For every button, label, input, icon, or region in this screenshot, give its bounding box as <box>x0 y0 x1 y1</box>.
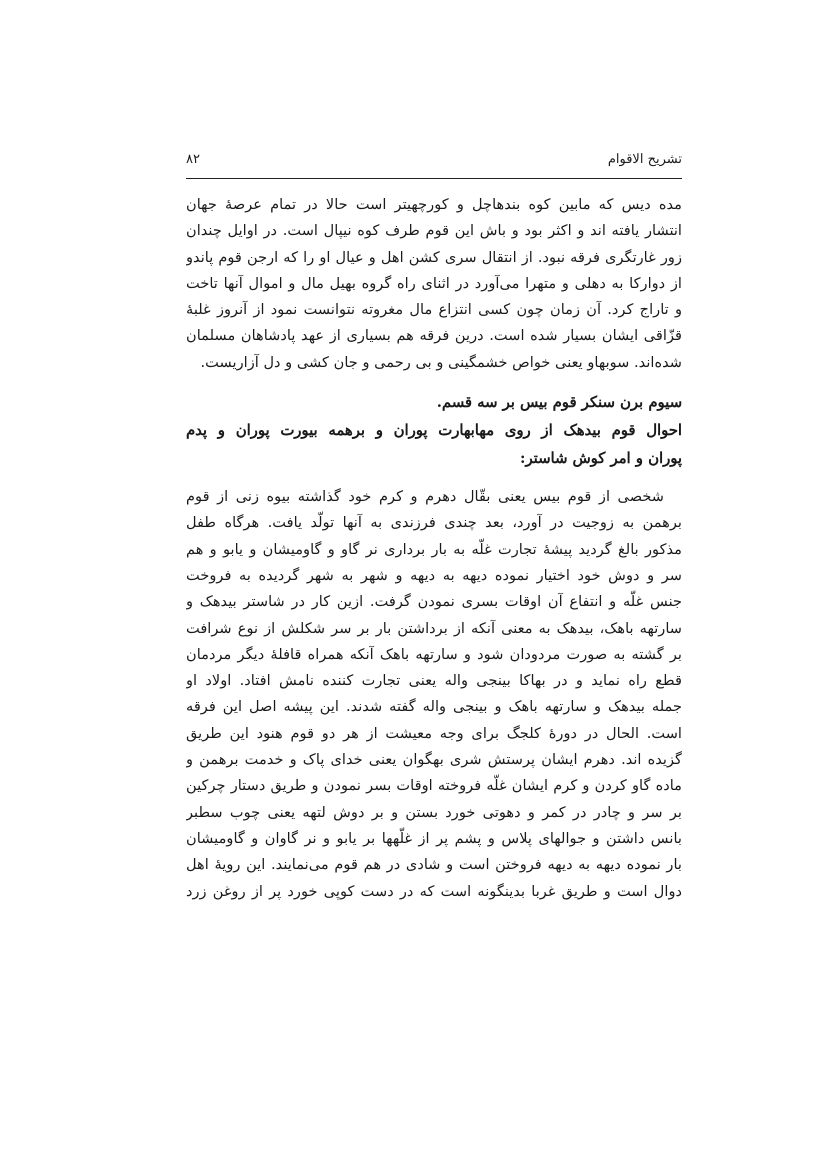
text-line: برهمن به زوجیت در آورد، بعد چندی فرزندی به آنها تولّد یافت. هرگاه طفل <box>186 514 682 532</box>
text-line: گزیده اند. دهرم ایشان پرستش شری بهگوان یعنی خدای پاک و خدمت برهمن و <box>186 751 682 769</box>
text-line: دوال است و طریق غربا بدینگونه است که در دست کوپی خورد پر از روغن زرد <box>186 882 682 900</box>
text-line: سر و دوش خود اختیار نموده دیهه به دیهه و شهر به شهر گردیده به فروخت <box>186 566 682 584</box>
text-line: قطع راه نماید و در بهاکا بینجی واله یعنی تجارت کننده نامش افتاد. اولاد او <box>186 672 682 690</box>
text-line: بر سر و چادر در کمر و دهوتی خورد بستن و بر دوش لتهه یعنی چوب سطبر <box>186 803 682 821</box>
page-number: ۸۲ <box>186 152 200 167</box>
heading-line: سیوم برن سنکر قوم بیس بر سه قسم. <box>436 394 682 412</box>
text-line: شخصی از قوم بیس یعنی بقّال دهرم و کرم خود گذاشته بیوه زنی از قوم <box>186 488 664 506</box>
text-line: بار نموده دیهه به دیهه فروختن است و شادی در هم قوم می‌نمایند. این رویهٔ اهل <box>186 856 682 874</box>
running-title: تشریح الاقوام <box>607 152 682 167</box>
text-line: زور غارتگری فرقه نبود. از انتقال سری کشن اهل و عیال او را که ارجن قوم پاندو <box>186 248 682 266</box>
text-line: است. الحال در دورهٔ کلجگ برای وجه معیشت از هر دو قوم هنود این طریق <box>186 724 682 742</box>
paragraph-2 <box>186 484 682 905</box>
text-line: سارتهه باهک، بیدهک به معنی آنکه از برداشتن بار بر سر شکلش از نوع شرافت <box>186 619 682 637</box>
text-line: بر گشته به صورت مردودان شود و سارتهه باهک آنکه همراه قافلهٔ دیگر مردمان <box>186 645 682 663</box>
paragraph-1 <box>186 192 682 376</box>
text-line: ماده گاو کردن و کرم ایشان غلّه فروخته اوقات بسر نمودن و طریق دستار چرکین <box>186 777 682 795</box>
text-line: جمله بیدهک و سارتهه باهک و بینجی واله گفته شدند. این پیشه اصل این فرقه <box>186 698 682 716</box>
text-line: مذکور بالغ گردید پیشهٔ تجارت غلّه به بار برداری نر گاو و گاومیشان و یابو و هم <box>186 540 682 558</box>
heading-line: احوال قوم بیدهک از روی مهابهارت پوران و برهمه بیورت پوران و پدم <box>186 422 682 440</box>
heading-line: پوران و امر کوش شاستر: <box>520 450 682 468</box>
text-line: جنس غلّه و انتفاع آن اوقات بسری نمودن گرفت. ازین کار در شاستر بیدهک و <box>186 593 682 611</box>
text-line: انتشار یافته اند و اکثر بود و باش این قوم طرف کوه نیپال است. در اوایل چندان <box>186 222 682 240</box>
text-line: و تاراج کرد. آن زمان چون کسی انتزاع مال مغروته نتوانست نمود از آنروز غلبهٔ <box>186 301 682 319</box>
header-rule <box>186 178 682 179</box>
section-heading <box>186 389 682 417</box>
running-head <box>186 150 682 170</box>
page-body <box>186 192 682 905</box>
text-line: از دوارکا به دهلی و متهرا می‌آورد در اثنای راه گروه بهیل مال و اموال آنها تاخت <box>186 274 682 292</box>
text-line: شده‌اند. سوبهاو یعنی خواص خشمگینی و بی رحمی و جان کشی و دل آزاریست. <box>200 353 682 371</box>
text-line: قزّاقی ایشان بسیار شده است. درین فرقه هم بسیاری از عهد پادشاهان مسلمان <box>186 327 682 345</box>
text-line: بانس داشتن و جوالهای پلاس و پشم پر از غلّهها بر یابو و نر گاوان و گاومیشان <box>186 829 682 847</box>
text-line: مده دیس که مابین کوه بندهاچل و کورچهیتر است حالا در تمام عرصهٔ جهان <box>186 196 682 213</box>
subsection-heading <box>186 417 682 473</box>
